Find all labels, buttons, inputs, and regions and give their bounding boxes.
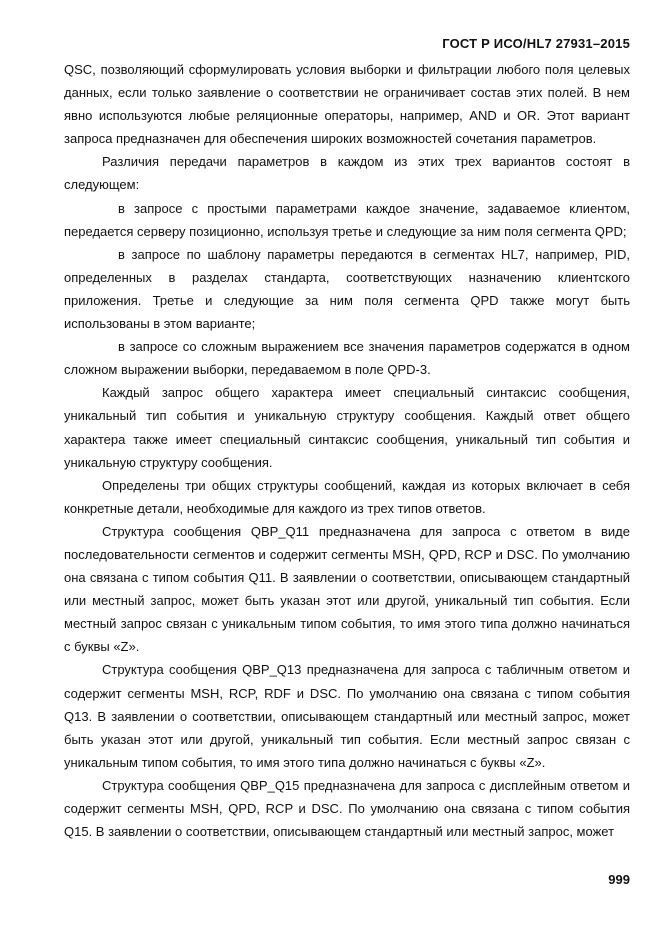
paragraph-qbp-q13: Структура сообщения QBP_Q13 предназначена для запроса с табличным ответом и содержит сегменты MSH, RCP, RDF и DSC. По умолчанию она связана с типом события Q13. В заявлении о соответствии, описывающем стандартный или местный запрос, может быть указан этот или другой, уникальный тип события. Если местный запрос связан с уникальным типом события, то имя этого типа должно начинаться с буквы «Z». xyxy=(64,662,630,770)
document-header: ГОСТ Р ИСО/HL7 27931–2015 xyxy=(442,36,630,51)
paragraph-parameter-differences: Различия передачи параметров в каждом из этих трех вариантов состоят в следующем: xyxy=(64,154,630,193)
page-number: 999 xyxy=(608,872,630,887)
list-item-simple-parameters: в запросе с простыми параметрами каждое значение, задаваемое клиентом, передается серверу позиционно, используя третье и следующие за ним поля сегмента QPD; xyxy=(64,200,630,239)
list-item-complex-expression: в запросе со сложным выражением все значения параметров содержатся в одном сложном выражении выборки, передаваемом в поле QPD-3. xyxy=(64,339,630,378)
list-item-template-query: в запросе по шаблону параметры передаются в сегментах HL7, например, PID, определенных в разделах стандарта, соответствующих назначению клиентского приложения. Третье и следующие за ним поля сегмента QPD также могут быть использованы в этом варианте; xyxy=(64,246,630,332)
paragraph-qsc-continued: QSC, позволяющий сформулировать условия выборки и фильтрации любого поля целевых данных, если только заявление о соответствии не ограничивает состав этих полей. В нем явно используются любые реляционные операторы, например, AND и OR. Этот вариант запроса предназначен для обеспечения широких возможностей сочетания параметров. xyxy=(64,62,630,147)
paragraph-qbp-q15: Структура сообщения QBP_Q15 предназначена для запроса с дисплейным ответом и содержит сегменты MSH, QPD, RCP и DSC. По умолчанию она связана с типом события Q15. В заявлении о соответствии, описывающем стандартный или местный запрос, может xyxy=(64,777,630,840)
document-body xyxy=(64,58,630,843)
paragraph-general-query-syntax: Каждый запрос общего характера имеет специальный синтаксис сообщения, уникальный тип события и уникальную структуру сообщения. Каждый ответ общего характера также имеет специальный синтаксис сообщения, уникальный тип события и уникальную структуру сообщения. xyxy=(64,385,630,470)
paragraph-qbp-q11: Структура сообщения QBP_Q11 предназначена для запроса с ответом в виде последовательности сегментов и содержит сегменты MSH, QPD, RCP и DSC. По умолчанию она связана с типом события Q11. В заявлении о соответствии, описывающем стандартный или местный запрос, может быть указан этот или другой, уникальный тип события. Если местный запрос связан с уникальным типом события, то имя этого типа должно начинаться с буквы «Z». xyxy=(64,523,630,655)
paragraph-three-structures: Определены три общих структуры сообщений, каждая из которых включает в себя конкретные детали, необходимые для каждого из трех типов ответов. xyxy=(64,477,630,516)
